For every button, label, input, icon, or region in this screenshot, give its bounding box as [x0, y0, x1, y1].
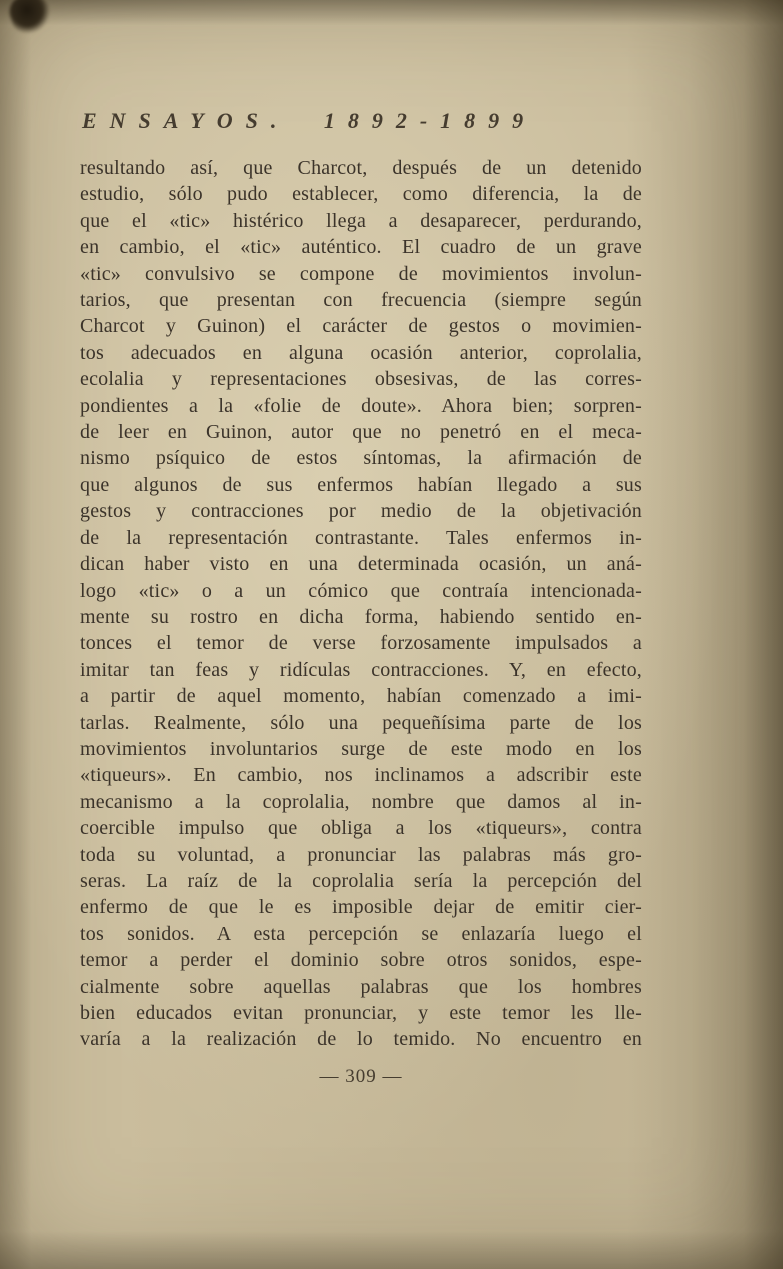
running-header: ENSAYOS. 1892-1899	[82, 108, 537, 133]
text-line: resultando así, que Charcot, después de un detenido	[80, 157, 642, 179]
text-line: en cambio, el «tic» auténtico. El cuadro de un grave	[80, 236, 642, 259]
text-line: gestos y contracciones por medio de la objetivación	[80, 500, 642, 523]
text-line: «tiqueurs». En cambio, nos inclinamos a adscribir este	[80, 764, 642, 787]
text-line: mecanismo a la coprolalia, nombre que damos al in-	[80, 790, 642, 813]
text-line: varía a la realización de lo temido. No encuentro en	[80, 1028, 642, 1051]
text-line: de leer en Guinon, autor que no penetró en el meca-	[80, 421, 642, 444]
text-line: ecolalia y representaciones obsesivas, de las corres-	[80, 368, 642, 391]
text-line: «tic» convulsivo se compone de movimientos involun-	[80, 262, 642, 285]
text-line: de la representación contrastante. Tales enfermos in-	[80, 526, 642, 549]
ink-stain	[5, 0, 55, 37]
text-line: a partir de aquel momento, habían comenzado a imi-	[80, 685, 642, 708]
text-line: cialmente sobre aquellas palabras que los hombres	[80, 975, 642, 998]
text-line: toda su voluntad, a pronunciar las palabras más gro-	[80, 843, 642, 866]
text-line: nismo psíquico de estos síntomas, la afirmación de	[80, 447, 642, 470]
text-line: tarlas. Realmente, sólo una pequeñísima parte de los	[80, 711, 642, 734]
text-line: coercible impulso que obliga a los «tiqueurs», contra	[80, 817, 642, 840]
text-line: tos sonidos. A esta percepción se enlazaría luego el	[80, 922, 642, 945]
text-line: temor a perder el dominio sobre otros sonidos, espe-	[80, 949, 642, 972]
text-line: pondientes a la «folie de doute». Ahora bien; sorpren-	[80, 394, 642, 417]
text-line: tonces el temor de verse forzosamente impulsados a	[80, 632, 642, 655]
text-line: enfermo de que le es imposible dejar de emitir cier-	[80, 896, 642, 919]
text-line: seras. La raíz de la coprolalia sería la percepción del	[80, 869, 642, 892]
text-line: que el «tic» histérico llega a desaparecer, perdurando,	[80, 209, 642, 232]
page-number: — 309 —	[319, 1066, 403, 1087]
text-line: dican haber visto en una determinada ocasión, un aná-	[80, 553, 642, 576]
text-line: Charcot y Guinon) el carácter de gestos o movimien-	[80, 315, 642, 338]
text-line: logo «tic» o a un cómico que contraía intencionada-	[80, 579, 642, 602]
text-line: movimientos involuntarios surge de este modo en los	[80, 737, 642, 760]
body-text	[80, 155, 642, 1053]
text-line: mente su rostro en dicha forma, habiendo sentido en-	[80, 605, 642, 628]
text-line: estudio, sólo pudo establecer, como diferencia, la de	[80, 183, 642, 206]
text-line: imitar tan feas y ridículas contracciones. Y, en efecto,	[80, 658, 642, 681]
text-line: que algunos de sus enfermos habían llegado a sus	[80, 473, 642, 496]
text-line: tos adecuados en alguna ocasión anterior, coprolalia,	[80, 341, 642, 364]
text-line: bien educados evitan pronunciar, y este temor les lle-	[80, 1002, 642, 1024]
text-line: tarios, que presentan con frecuencia (siempre según	[80, 289, 642, 312]
